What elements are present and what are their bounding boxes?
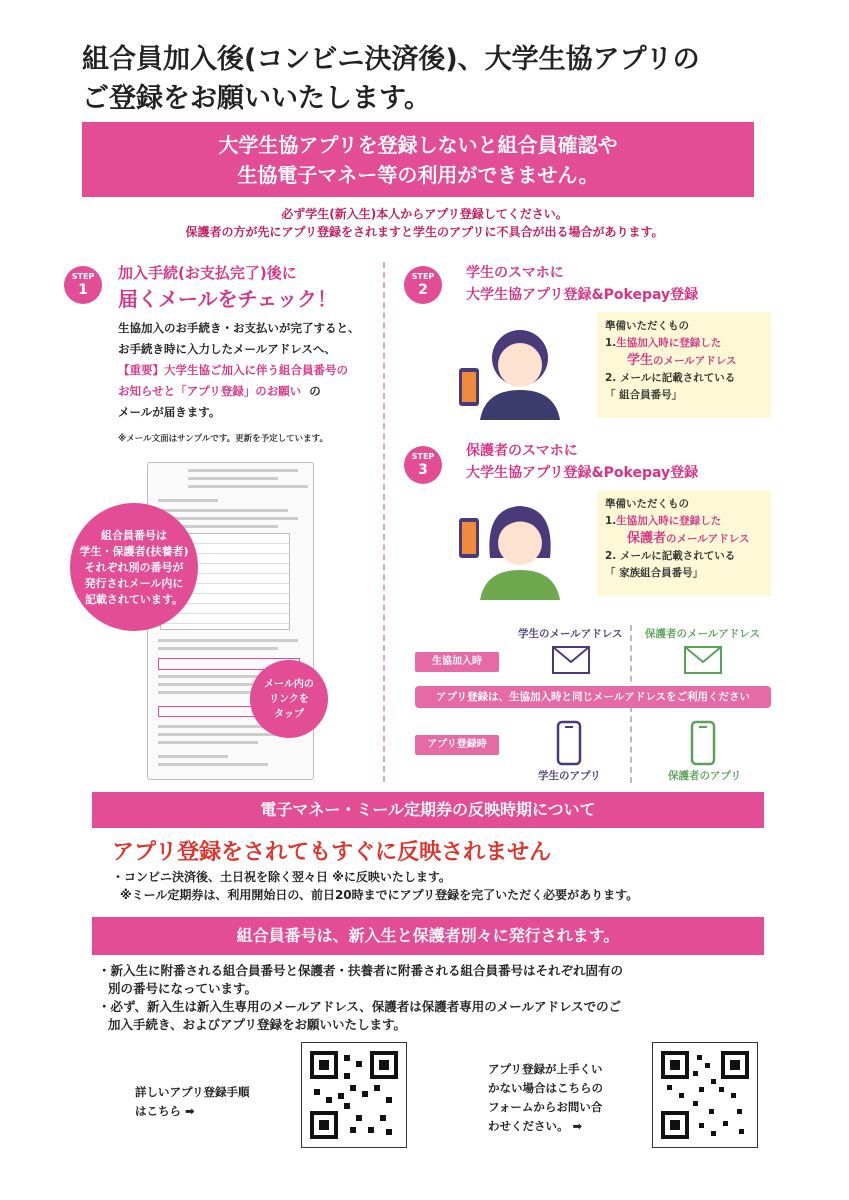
footer-line: フォームからお問い合: [488, 1100, 603, 1114]
req-text: のメールアドレス: [653, 355, 737, 367]
req-text: 「 組合員番号」: [605, 389, 683, 401]
footer-line: はこちら ➡: [135, 1104, 195, 1118]
step1-body-line: メールが届きます。: [118, 405, 221, 419]
step2-heading-line: 大学生協アプリ登録&Pokepay登録: [466, 287, 699, 303]
footer-line: アプリ登録が上手くい: [488, 1062, 603, 1076]
support-form-text: [488, 1060, 603, 1136]
step-number: 1: [78, 282, 88, 298]
member-number-banner: 組合員番号は、新入生と保護者別々に発行されます。: [92, 917, 764, 955]
footer-line: わせください。 ➡: [488, 1119, 583, 1133]
callout-line: 学生・保護者(扶養者): [79, 545, 189, 558]
student-phone-icon: [556, 720, 582, 766]
warning-line-2: 保護者の方が先にアプリ登録をされますと学生のアプリに不具合が出る場合があります。: [185, 225, 664, 239]
parent-phone-icon: [690, 720, 716, 766]
warning-line-1: 必ず学生(新入生)本人からアプリ登録してください。: [281, 207, 568, 221]
banner-line-2: 生協電子マネー等の利用ができません。: [237, 163, 599, 187]
step2-heading-line: 学生のスマホに: [466, 265, 564, 281]
emoney-timing-details: [112, 868, 638, 904]
step1-subheading: 加入手続(お支払完了)後に: [118, 264, 297, 282]
req-highlight: 学生: [627, 353, 654, 368]
member-number-details: [98, 962, 758, 1034]
req-text: 「 家族組合員番号」: [605, 567, 704, 579]
app-guide-text: [135, 1083, 250, 1121]
step1-body-line: 生協加入のお手続き・お支払いが完了すると、: [118, 321, 360, 335]
title-line-2: ご登録をお願いいたします。: [82, 83, 431, 114]
tap-link-callout: [250, 660, 328, 738]
banner-line-1: 大学生協アプリを登録しないと組合員確認や: [218, 133, 618, 157]
join-time-label: 生協加入時: [415, 652, 499, 672]
step1-heading: 届くメールをチェック！: [118, 287, 337, 311]
page-title: [82, 40, 782, 118]
emoney-line: ・コンビニ決済後、土日祝を除く翌々日 ※に反映いたします。: [112, 870, 451, 884]
step-label: STEP: [411, 452, 435, 461]
student-mail-icon: [552, 646, 590, 674]
issue-line: ・必ず、新入生は新入生専用のメールアドレス、保護者は保護者専用のメールアドレスでのご: [98, 999, 622, 1014]
parent-mail-icon: [684, 646, 722, 674]
student-app-label: 学生のアプリ: [538, 770, 601, 782]
parent-mail-label: 保護者のメールアドレス: [645, 628, 760, 640]
req-text: 2. メールに記載されている: [605, 550, 736, 562]
callout-line: リンクを: [269, 694, 309, 705]
app-guide-qr-code[interactable]: [301, 1042, 407, 1148]
app-register-time-label: アプリ登録時: [415, 735, 499, 755]
step1-body-line: お手続き時に入力したメールアドレスへ、: [118, 342, 336, 356]
parent-app-label: 保護者のアプリ: [668, 770, 742, 782]
step3-badge: [404, 446, 442, 484]
footer-line: かない場合はこちらの: [488, 1081, 603, 1095]
step3-heading-line: 保護者のスマホに: [466, 443, 578, 459]
step-number: 3: [418, 462, 428, 478]
footer-line: 詳しいアプリ登録手順: [135, 1085, 250, 1099]
title-line-1: 組合員加入後(コンビニ決済後)、大学生協アプリの: [82, 44, 700, 75]
qr-code-icon: [302, 1043, 406, 1147]
step-number: 2: [418, 282, 428, 298]
parent-illustration: [455, 488, 580, 600]
registration-required-banner: [82, 122, 754, 197]
step3-heading-line: 大学生協アプリ登録&Pokepay登録: [466, 465, 699, 481]
qr-code-icon: [653, 1043, 757, 1147]
step-label: STEP: [411, 272, 435, 281]
issue-line: 加入手続き、およびアプリ登録をお願いいたします。: [108, 1017, 407, 1032]
not-reflected-immediately: アプリ登録をされてもすぐに反映されません: [112, 840, 552, 865]
support-form-qr-code[interactable]: [652, 1042, 758, 1148]
emoney-line: ※ミール定期券は、利用開始日の、前日20時までにアプリ登録を完了いただく必要があります。: [120, 888, 639, 902]
step1-body-tail: の: [309, 384, 321, 398]
req-number: 1.: [605, 337, 617, 349]
issue-line: 別の番号になっています。: [108, 981, 258, 996]
requirements-title: 準備いただくもの: [605, 320, 689, 332]
req-highlight: 保護者: [627, 531, 667, 546]
step2-heading: [466, 262, 698, 306]
step-label: STEP: [71, 272, 95, 281]
callout-line: 発行されメール内に: [84, 577, 184, 590]
member-number-callout: [70, 503, 198, 631]
step1-badge: [64, 266, 102, 304]
step1-body-line: 【重要】大学生協ご加入に伴う組合員番号の: [118, 363, 348, 377]
step1-body-line: お知らせと「アプリ登録」のお願い: [118, 384, 302, 398]
sample-note: ※メール文面はサンプルです。更新を予定しています。: [118, 434, 328, 444]
column-divider: [383, 262, 385, 782]
step2-requirements: [597, 312, 771, 418]
req-text: 生協加入時に登録した: [616, 515, 722, 527]
emoney-timing-banner: 電子マネー・ミール定期券の反映時期について: [92, 792, 764, 828]
req-text: 生協加入時に登録した: [616, 337, 722, 349]
step2-badge: [404, 266, 442, 304]
issue-line: ・新入生に附番される組合員番号と保護者・扶養者に附番される組合員番号はそれぞれ固有の: [98, 963, 624, 978]
requirements-title: 準備いただくもの: [605, 498, 689, 510]
callout-line: 記載されています。: [84, 593, 184, 606]
student-mail-label: 学生のメールアドレス: [518, 628, 623, 640]
callout-line: タップ: [274, 709, 304, 720]
req-number: 1.: [605, 515, 617, 527]
callout-line: メール内の: [264, 679, 314, 690]
callout-line: それぞれ別の番号が: [84, 561, 184, 574]
step3-heading: [466, 440, 698, 484]
req-text: のメールアドレス: [666, 533, 750, 545]
step3-requirements: [597, 490, 771, 596]
callout-line: 組合員番号は: [101, 529, 167, 542]
step1-description: [118, 318, 378, 423]
student-first-warning: [60, 205, 789, 241]
student-illustration: [455, 310, 580, 420]
req-text: 2. メールに記載されている: [605, 372, 736, 384]
same-email-notice: アプリ登録は、生協加入時と同じメールアドレスをご利用ください: [415, 686, 771, 708]
